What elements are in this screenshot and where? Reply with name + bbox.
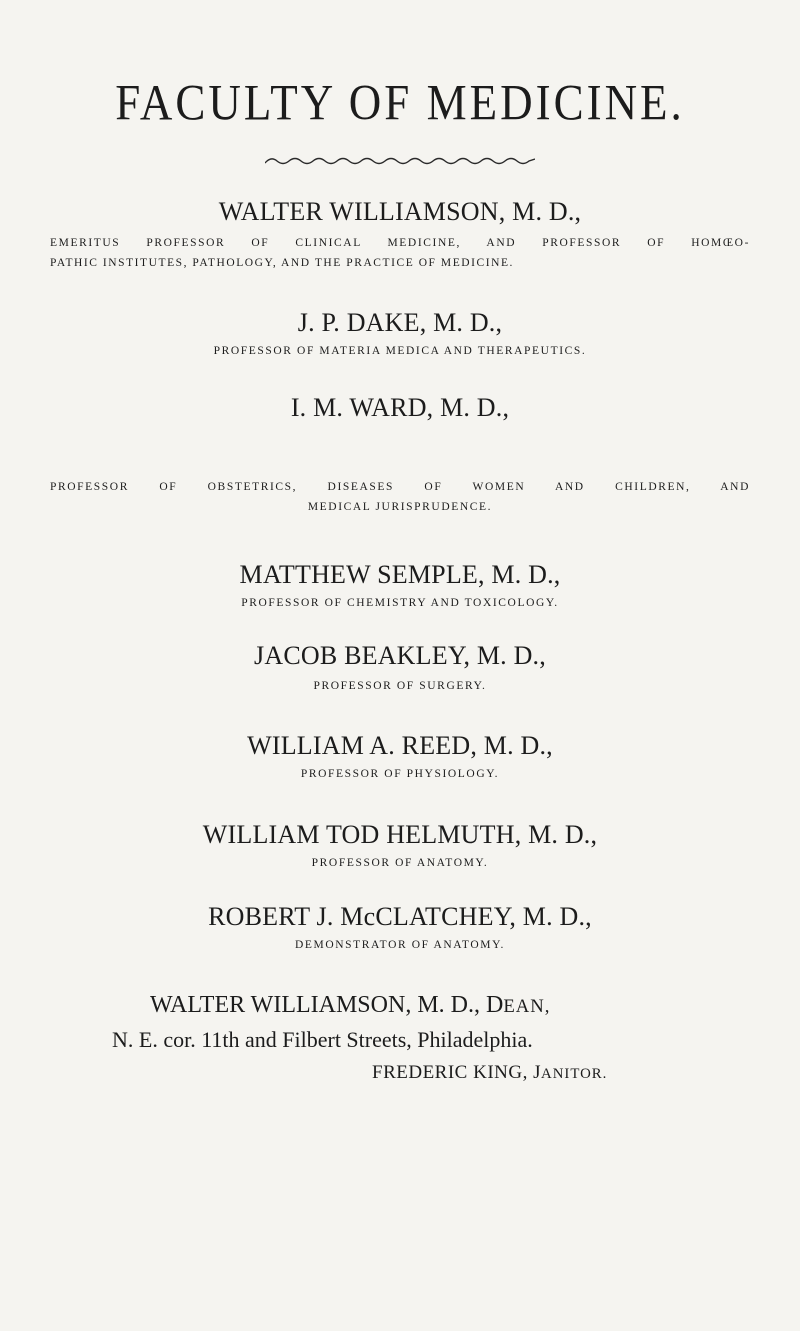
faculty-role-helmuth: PROFESSOR OF ANATOMY.: [311, 857, 489, 869]
janitor-title: JANITOR.: [533, 1062, 608, 1083]
faculty-name-williamson: WALTER WILLIAMSON, M. D.,: [218, 197, 582, 226]
decorative-wave-rule: [265, 154, 535, 168]
faculty-role-semple: PROFESSOR OF CHEMISTRY AND TOXICOLOGY.: [241, 597, 559, 609]
address-line: N. E. cor. 11th and Filbert Streets, Philadelphia.: [112, 1027, 533, 1052]
faculty-name-dake: J. P. DAKE, M. D.,: [297, 308, 503, 337]
faculty-role-williamson-line2: PATHIC INSTITUTES, PATHOLOGY, AND THE PRACTICE OF MEDICINE.: [50, 257, 514, 269]
faculty-name-mcclatchey: ROBERT J. McCLATCHEY, M. D.,: [208, 902, 592, 931]
faculty-role-reed: PROFESSOR OF PHYSIOLOGY.: [300, 768, 500, 780]
dean-name: WALTER WILLIAMSON, M. D.,: [150, 992, 480, 1018]
faculty-name-beakley: JACOB BEAKLEY, M. D.,: [254, 641, 546, 670]
faculty-role-ward-line1: PROFESSOR OF OBSTETRICS, DISEASES OF WOMEN AND CHILDREN, AND: [50, 481, 750, 493]
faculty-role-mcclatchey: DEMONSTRATOR OF ANATOMY.: [295, 939, 505, 951]
faculty-role-williamson-line1: EMERITUS PROFESSOR OF CLINICAL MEDICINE, AND PROFESSOR OF HOMŒO-: [50, 237, 750, 249]
janitor-line: [372, 1063, 607, 1082]
faculty-name-semple: MATTHEW SEMPLE, M. D.,: [239, 560, 561, 589]
page-title: FACULTY OF MEDICINE.: [115, 74, 685, 131]
dean-title: DEAN,: [486, 992, 551, 1018]
faculty-name-ward: I. M. WARD, M. D.,: [290, 393, 510, 422]
faculty-name-reed: WILLIAM A. REED, M. D.,: [247, 731, 553, 760]
faculty-name-helmuth: WILLIAM TOD HELMUTH, M. D.,: [202, 820, 598, 849]
janitor-name: FREDERIC KING,: [372, 1062, 528, 1083]
faculty-role-beakley: PROFESSOR OF SURGERY.: [313, 680, 487, 692]
faculty-role-ward-line2: MEDICAL JURISPRUDENCE.: [307, 501, 493, 513]
dean-line: [150, 993, 550, 1017]
faculty-role-dake: PROFESSOR OF MATERIA MEDICA AND THERAPEUTICS.: [213, 345, 587, 357]
